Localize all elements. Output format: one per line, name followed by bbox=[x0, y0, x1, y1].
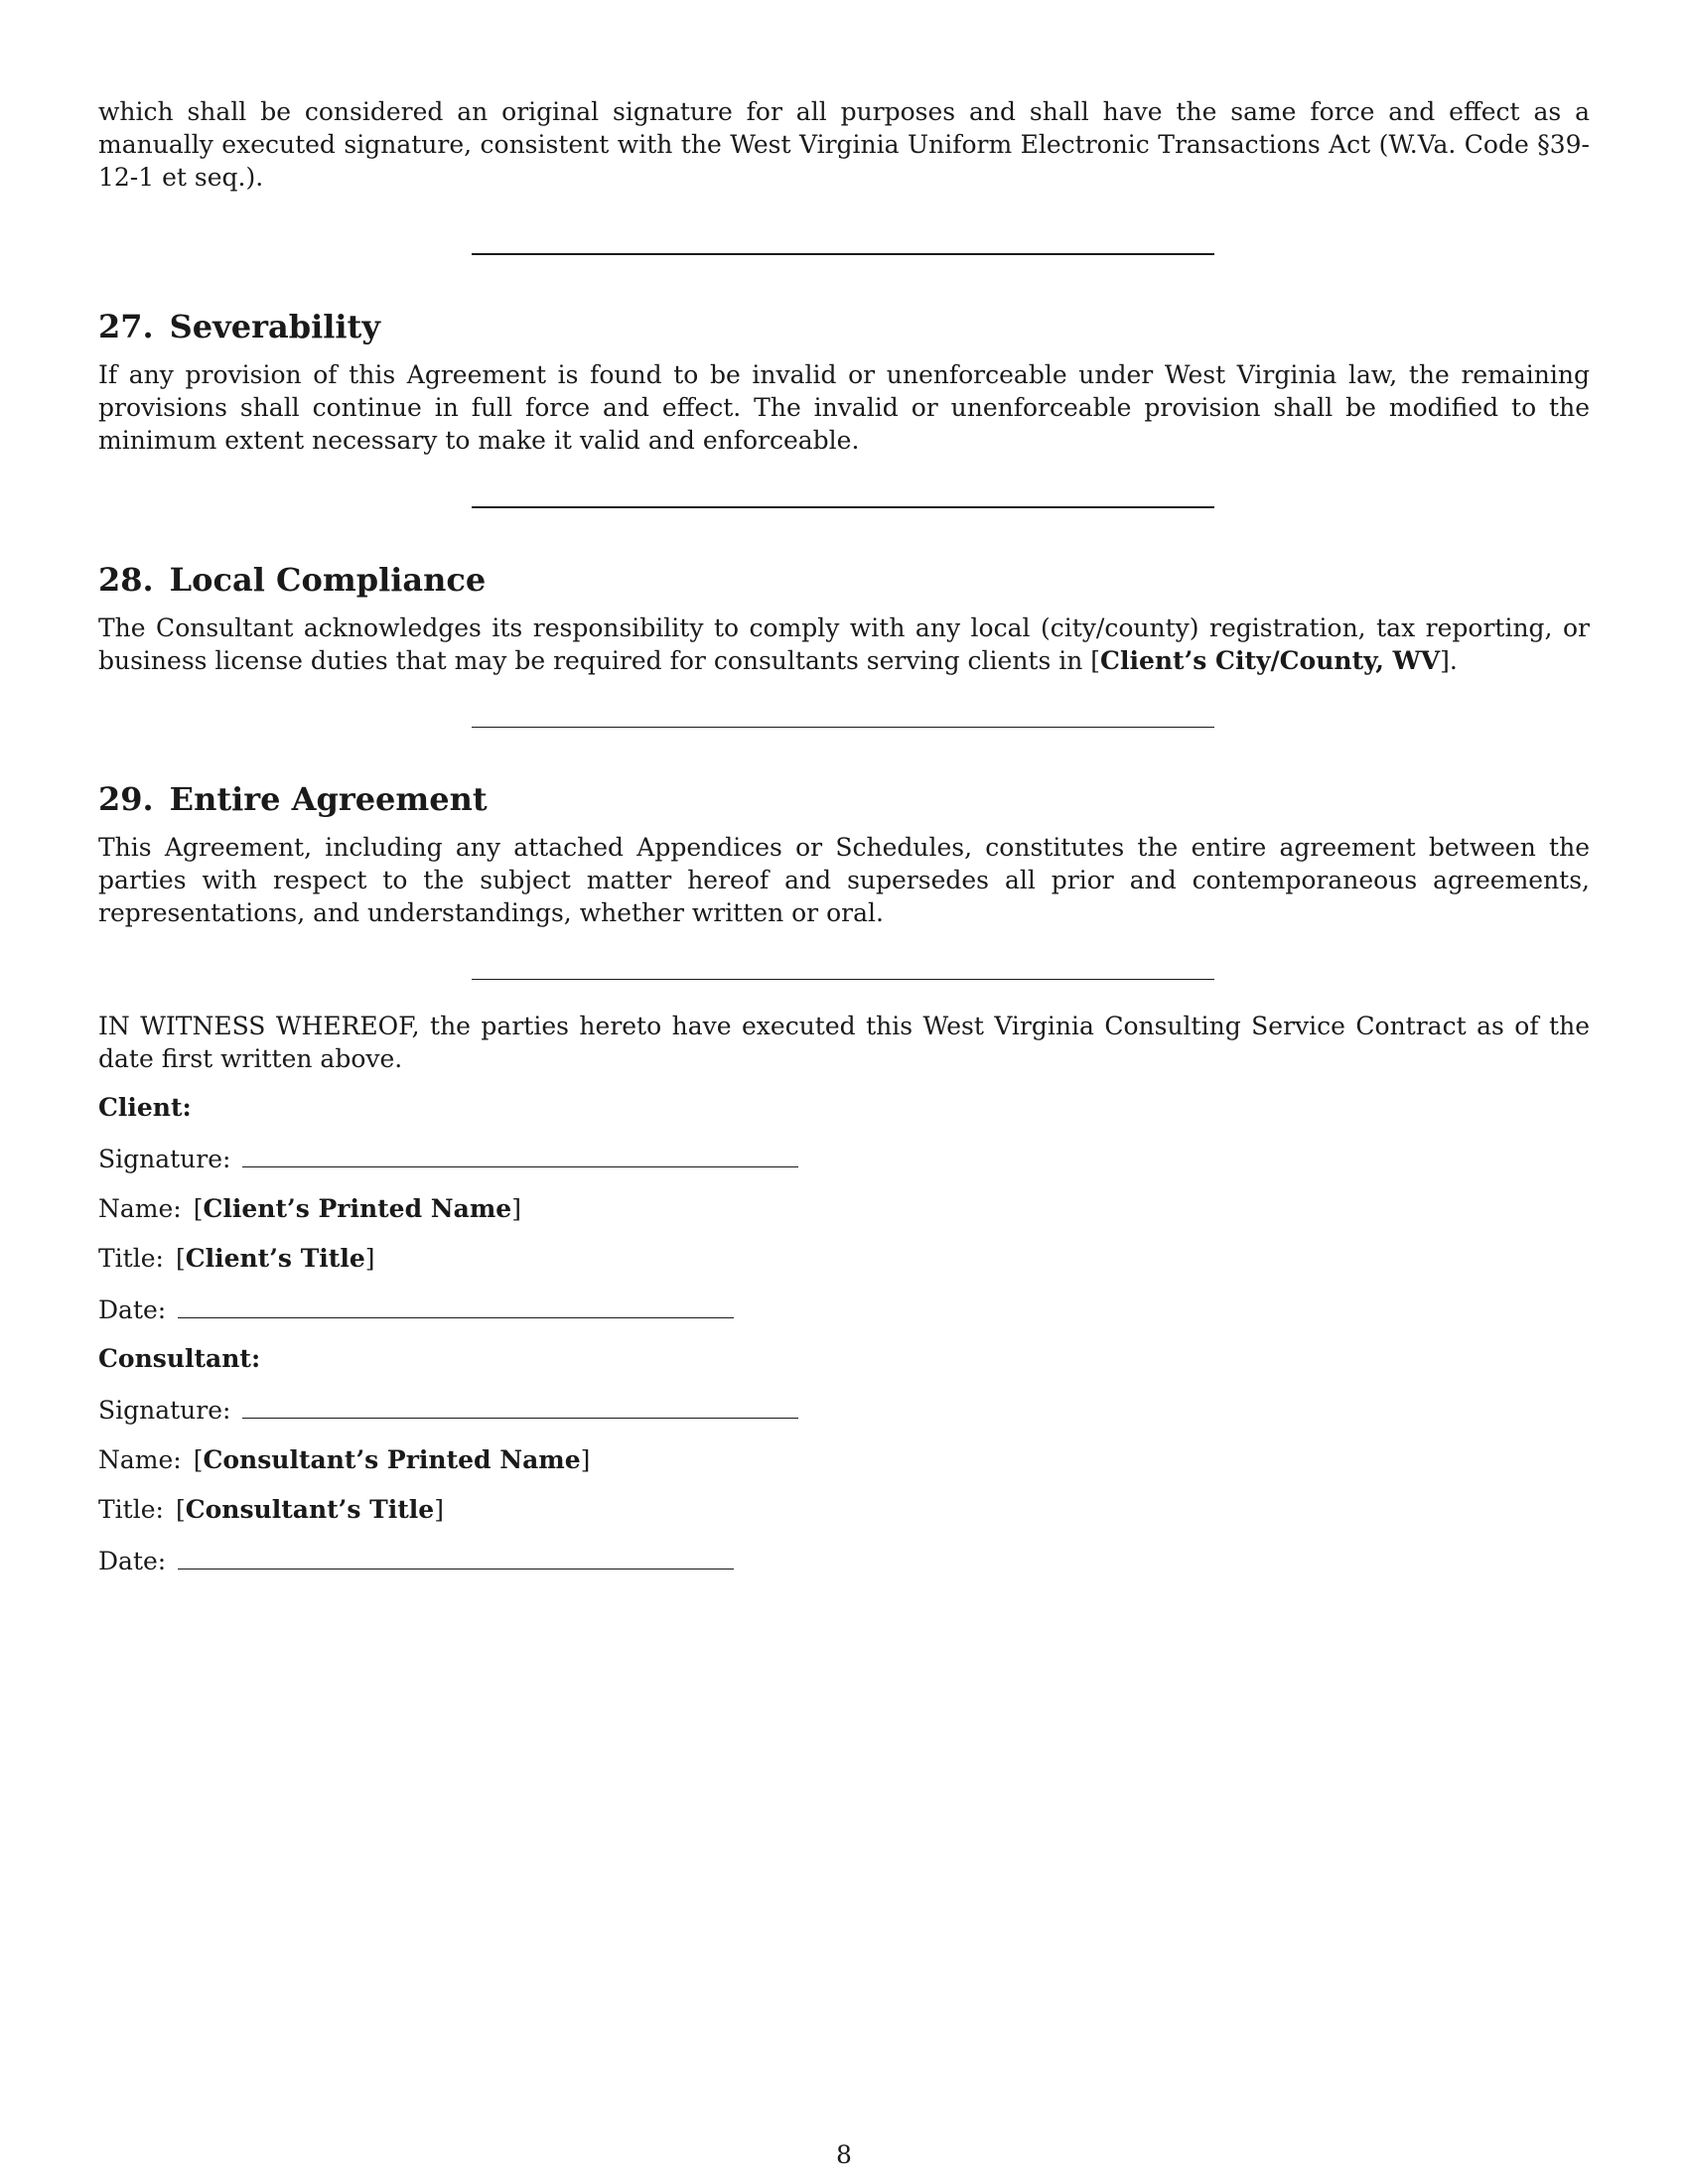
consultant-title-row bbox=[98, 1493, 1590, 1526]
title-label: Title: bbox=[98, 1244, 164, 1273]
client-name-row bbox=[98, 1192, 1590, 1225]
section-heading-entire-agreement bbox=[98, 779, 1590, 819]
client-title-row bbox=[98, 1242, 1590, 1275]
consultant-signature-line[interactable] bbox=[242, 1392, 798, 1419]
consultant-date-line[interactable] bbox=[178, 1543, 734, 1570]
section-heading-severability bbox=[98, 307, 1590, 346]
section-title: Local Compliance bbox=[169, 561, 487, 599]
section-divider bbox=[472, 253, 1214, 255]
date-label: Date: bbox=[98, 1296, 167, 1324]
section-title: Severability bbox=[169, 308, 380, 345]
consultant-title: Consultant’s Title bbox=[185, 1495, 435, 1524]
date-label: Date: bbox=[98, 1547, 167, 1575]
body-text: . bbox=[1449, 646, 1458, 675]
section-body-severability: If any provision of this Agreement is found to be invalid or unenforceable under West Virginia law, the remaining provisions shall continue in full force and effect. The invalid or unenforceable provision shall be modified to the minimum extent necessary to make it valid and enforceable. bbox=[98, 360, 1590, 455]
client-name-value: [Client’s Printed Name] bbox=[193, 1194, 521, 1223]
section-body-local-compliance: The Consultant acknowledges its responsibility to comply with any local (city/county) registration, tax reporting, or business license duties that may be required for consultants serving clients in [Client’s City/County, WV]. bbox=[98, 614, 1590, 675]
signature-label: Signature: bbox=[98, 1396, 231, 1425]
section-number: 27. bbox=[98, 308, 154, 345]
consultant-date-row bbox=[98, 1543, 1590, 1577]
client-title: Client’s Title bbox=[185, 1244, 365, 1273]
page-number: 8 bbox=[836, 2140, 852, 2169]
name-label: Name: bbox=[98, 1445, 182, 1474]
placeholder-client-city: Client’s City/County, WV bbox=[1100, 646, 1441, 675]
section-number: 28. bbox=[98, 561, 154, 599]
client-printed-name: Client’s Printed Name bbox=[203, 1194, 512, 1223]
consultant-name-row bbox=[98, 1443, 1590, 1476]
section-title: Entire Agreement bbox=[169, 780, 488, 818]
intro-paragraph: which shall be considered an original signature for all purposes and shall have the same force and effect as a manually executed signature, consistent with the West Virginia Uniform Electronic Transactions Act (W.Va. Code §39-12-1 et seq.). bbox=[98, 97, 1590, 192]
consultant-title-value: [Consultant’s Title] bbox=[175, 1495, 444, 1524]
consultant-printed-name: Consultant’s Printed Name bbox=[203, 1445, 581, 1474]
consultant-signature-row bbox=[98, 1392, 1590, 1427]
client-label: Client: bbox=[98, 1093, 192, 1122]
client-title-value: [Client’s Title] bbox=[175, 1244, 375, 1273]
witness-paragraph: IN WITNESS WHEREOF, the parties hereto have executed this West Virginia Consulting Service Contract as of the date first written above. bbox=[98, 1012, 1590, 1073]
client-date-line[interactable] bbox=[178, 1292, 734, 1318]
client-signature-line[interactable] bbox=[242, 1141, 798, 1167]
client-signature-row bbox=[98, 1141, 1590, 1175]
consultant-name-value: [Consultant’s Printed Name] bbox=[193, 1445, 591, 1474]
document-page bbox=[98, 95, 1590, 1577]
client-date-row bbox=[98, 1292, 1590, 1326]
section-number: 29. bbox=[98, 780, 154, 818]
section-heading-local-compliance bbox=[98, 560, 1590, 600]
body-text: The Consultant acknowledges its responsibility to comply with any local (city/county) registration, tax reporting, or business license duties that may be required for consultants serving clients in bbox=[98, 614, 1590, 675]
section-divider bbox=[472, 979, 1214, 980]
section-divider bbox=[472, 506, 1214, 508]
signature-label: Signature: bbox=[98, 1145, 231, 1173]
title-label: Title: bbox=[98, 1495, 164, 1524]
name-label: Name: bbox=[98, 1194, 182, 1223]
consultant-label: Consultant: bbox=[98, 1344, 261, 1373]
section-divider bbox=[472, 727, 1214, 728]
section-body-entire-agreement: This Agreement, including any attached Appendices or Schedules, constitutes the entire agreement between the parties with respect to the subject matter hereof and supersedes all prior and contemporaneous agreements, representations, and understandings, whether written or oral. bbox=[98, 833, 1590, 927]
